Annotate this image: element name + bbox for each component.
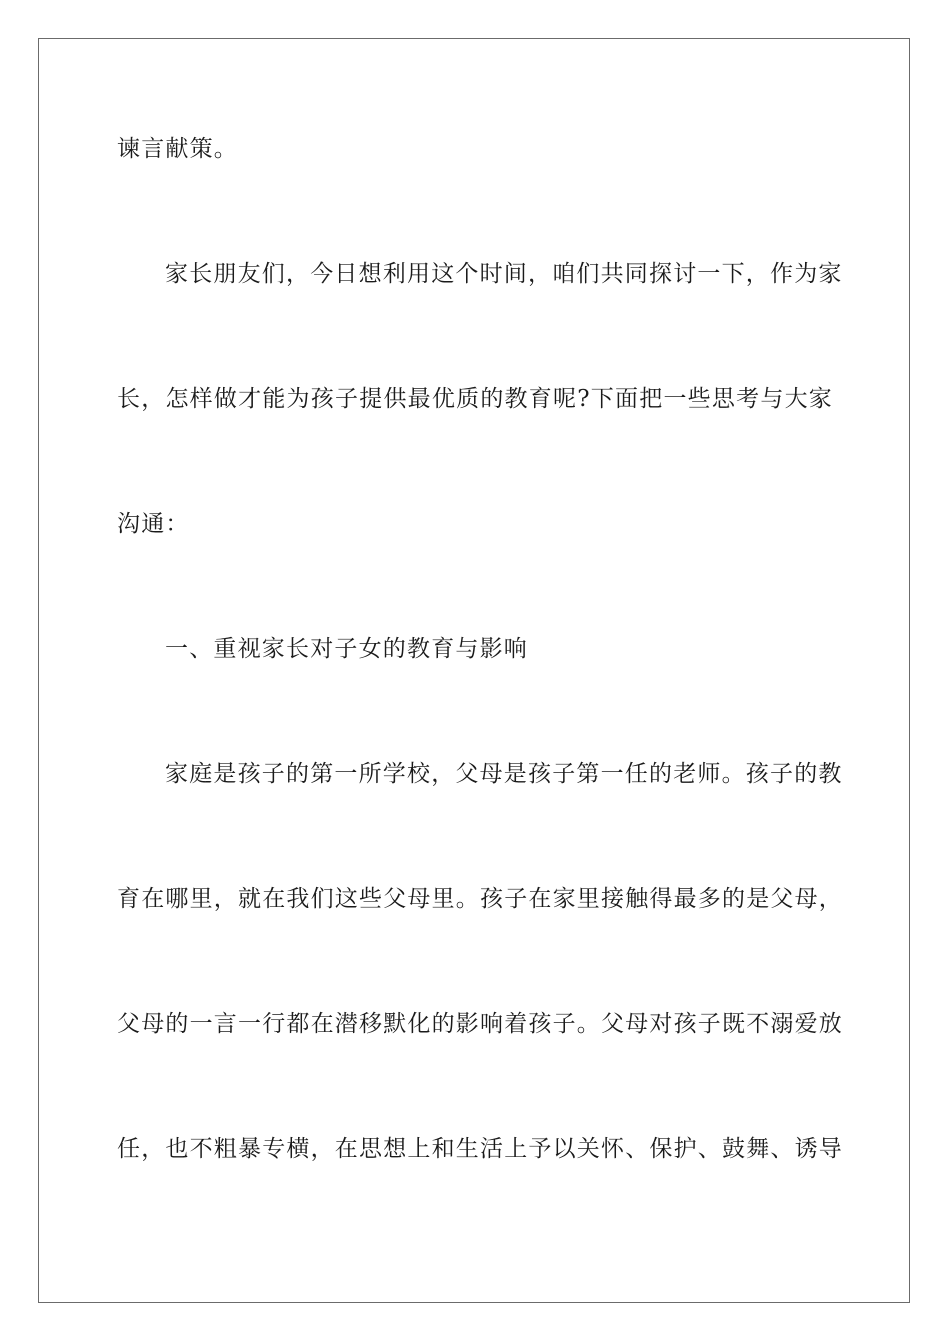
- paragraph-line-1: 谏言献策。: [117, 136, 238, 162]
- paragraph-line-2: 家长朋友们，今日想利用这个时间，咱们共同探讨一下，作为家: [165, 261, 843, 287]
- paragraph-line-6: 家庭是孩子的第一所学校，父母是孩子第一任的老师。孩子的教: [165, 761, 843, 787]
- paragraph-line-4: 沟通：: [117, 511, 190, 537]
- paragraph-line-8: 父母的一言一行都在潜移默化的影响着孩子。父母对孩子既不溺爱放: [117, 1011, 843, 1037]
- section-heading: 一、重视家长对子女的教育与影响: [165, 636, 528, 662]
- paragraph-line-7: 育在哪里，就在我们这些父母里。孩子在家里接触得最多的是父母，: [117, 886, 843, 912]
- paragraph-line-9: 任，也不粗暴专横，在思想上和生活上予以关怀、保护、鼓舞、诱导: [117, 1136, 843, 1162]
- page-border: [38, 38, 910, 1303]
- paragraph-line-3: 长，怎样做才能为孩子提供最优质的教育呢?下面把一些思考与大家: [117, 386, 833, 412]
